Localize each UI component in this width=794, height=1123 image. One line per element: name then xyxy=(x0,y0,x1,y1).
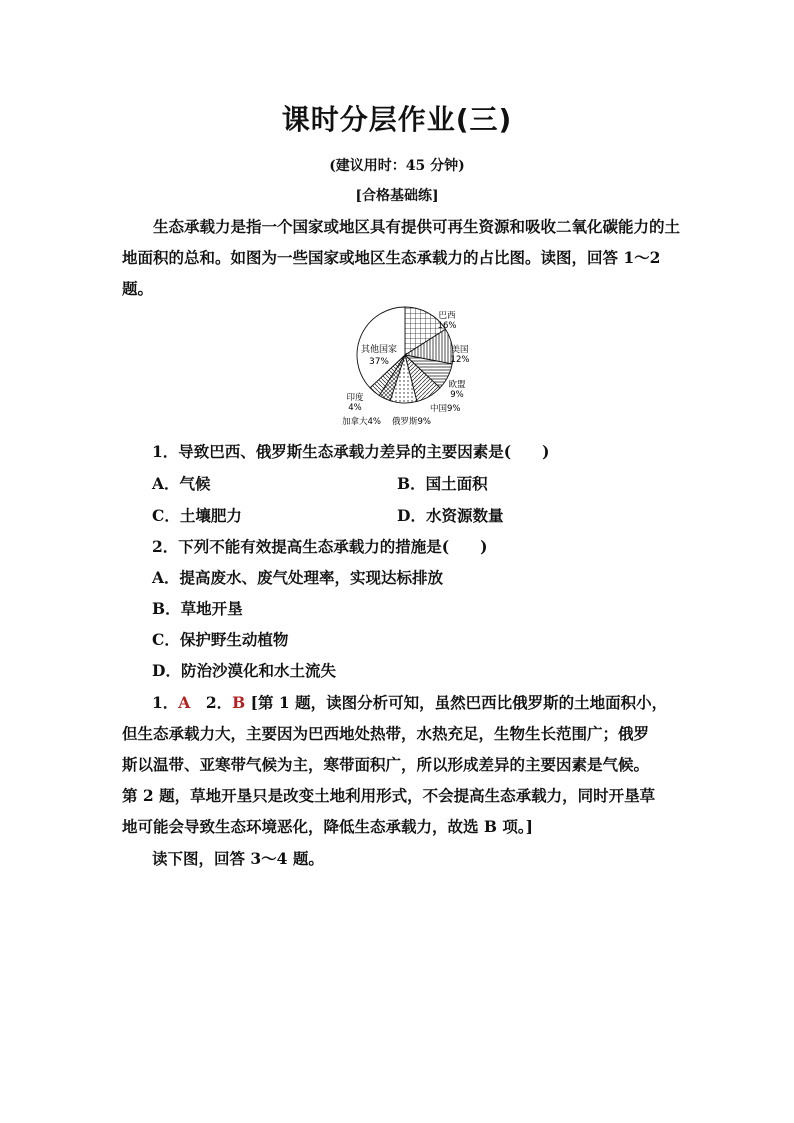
question-2-option-c: C．保护野生动植物 xyxy=(152,630,289,649)
svg-text:16%: 16% xyxy=(437,321,457,331)
svg-text:欧盟: 欧盟 xyxy=(448,380,466,390)
pie-label-russia: 俄罗斯9% xyxy=(392,417,431,427)
answer-explanation-line: 第 2 题，草地开垦只是改变土地利用形式，不会提高生态承载力，同时开垦草 xyxy=(122,786,656,805)
intro-paragraph: 生态承载力是指一个国家或地区具有提供可再生资源和吸收二氧化碳能力的土地面积的总和。如图为一些国家或地区生态承载力的占比图。读图，回答 1～2 题。 xyxy=(122,217,681,298)
question-2-option-a: A．提高废水、废气处理率，实现达标排放 xyxy=(152,568,444,587)
section-heading: [合格基础练] xyxy=(355,188,439,204)
svg-text:印度: 印度 xyxy=(346,393,364,403)
question-1-option-d: D．水资源数量 xyxy=(397,506,504,525)
question-1-stem: 1．导致巴西、俄罗斯生态承载力差异的主要因素是( ) xyxy=(152,442,550,461)
next-instruction: 读下图，回答 3～4 题。 xyxy=(152,849,324,868)
page-title: 课时分层作业(三) xyxy=(281,103,513,136)
answer-key-1: A xyxy=(178,693,191,712)
answer-key-2: B xyxy=(232,693,246,712)
answer-explanation-line: 地可能会导致生态环境恶化，降低生态承载力，故选 B 项。] xyxy=(122,817,533,836)
svg-text:12%: 12% xyxy=(450,355,470,365)
pie-label-usa xyxy=(451,344,470,365)
pie-label-canada: 加拿大4% xyxy=(342,417,381,427)
time-hint: (建议用时：45 分钟) xyxy=(329,158,465,174)
answer-line-1 xyxy=(152,691,667,713)
answer-explanation-line: 但生态承载力大，主要因为巴西地处热带，水热充足，生物生长范围广；俄罗 xyxy=(122,724,650,743)
svg-text:美国: 美国 xyxy=(451,345,469,355)
answer-explanation-line: 斯以温带、亚寒带气候为主，寒带面积广，所以形成差异的主要因素是气候。 xyxy=(122,755,650,774)
question-1-option-a: A．气候 xyxy=(152,474,211,493)
question-1-option-b: B．国土面积 xyxy=(397,474,488,493)
question-2-option-b: B．草地开垦 xyxy=(152,599,243,618)
answer-number-2: 2． xyxy=(205,693,233,712)
svg-text:巴西: 巴西 xyxy=(438,311,456,321)
pie-chart xyxy=(330,303,480,428)
question-2-stem: 2．下列不能有效提高生态承载力的措施是( ) xyxy=(152,537,488,556)
answer-number-1: 1． xyxy=(152,693,179,712)
svg-text:37%: 37% xyxy=(368,357,390,367)
answer-explanation-line: [第 1 题，读图分析可知，虽然巴西比俄罗斯的土地面积小， xyxy=(250,693,668,712)
pie-label-eu xyxy=(448,379,466,400)
question-1-option-c: C．土壤肥力 xyxy=(152,506,242,525)
pie-label-brazil xyxy=(438,311,457,331)
svg-text:其他国家: 其他国家 xyxy=(360,345,398,355)
pie-label-china: 中国9% xyxy=(430,404,461,414)
question-2-option-d: D．防治沙漠化和水土流失 xyxy=(152,661,336,680)
pie-label-india xyxy=(346,392,364,413)
svg-text:9%: 9% xyxy=(450,390,464,400)
svg-text:4%: 4% xyxy=(348,403,362,413)
